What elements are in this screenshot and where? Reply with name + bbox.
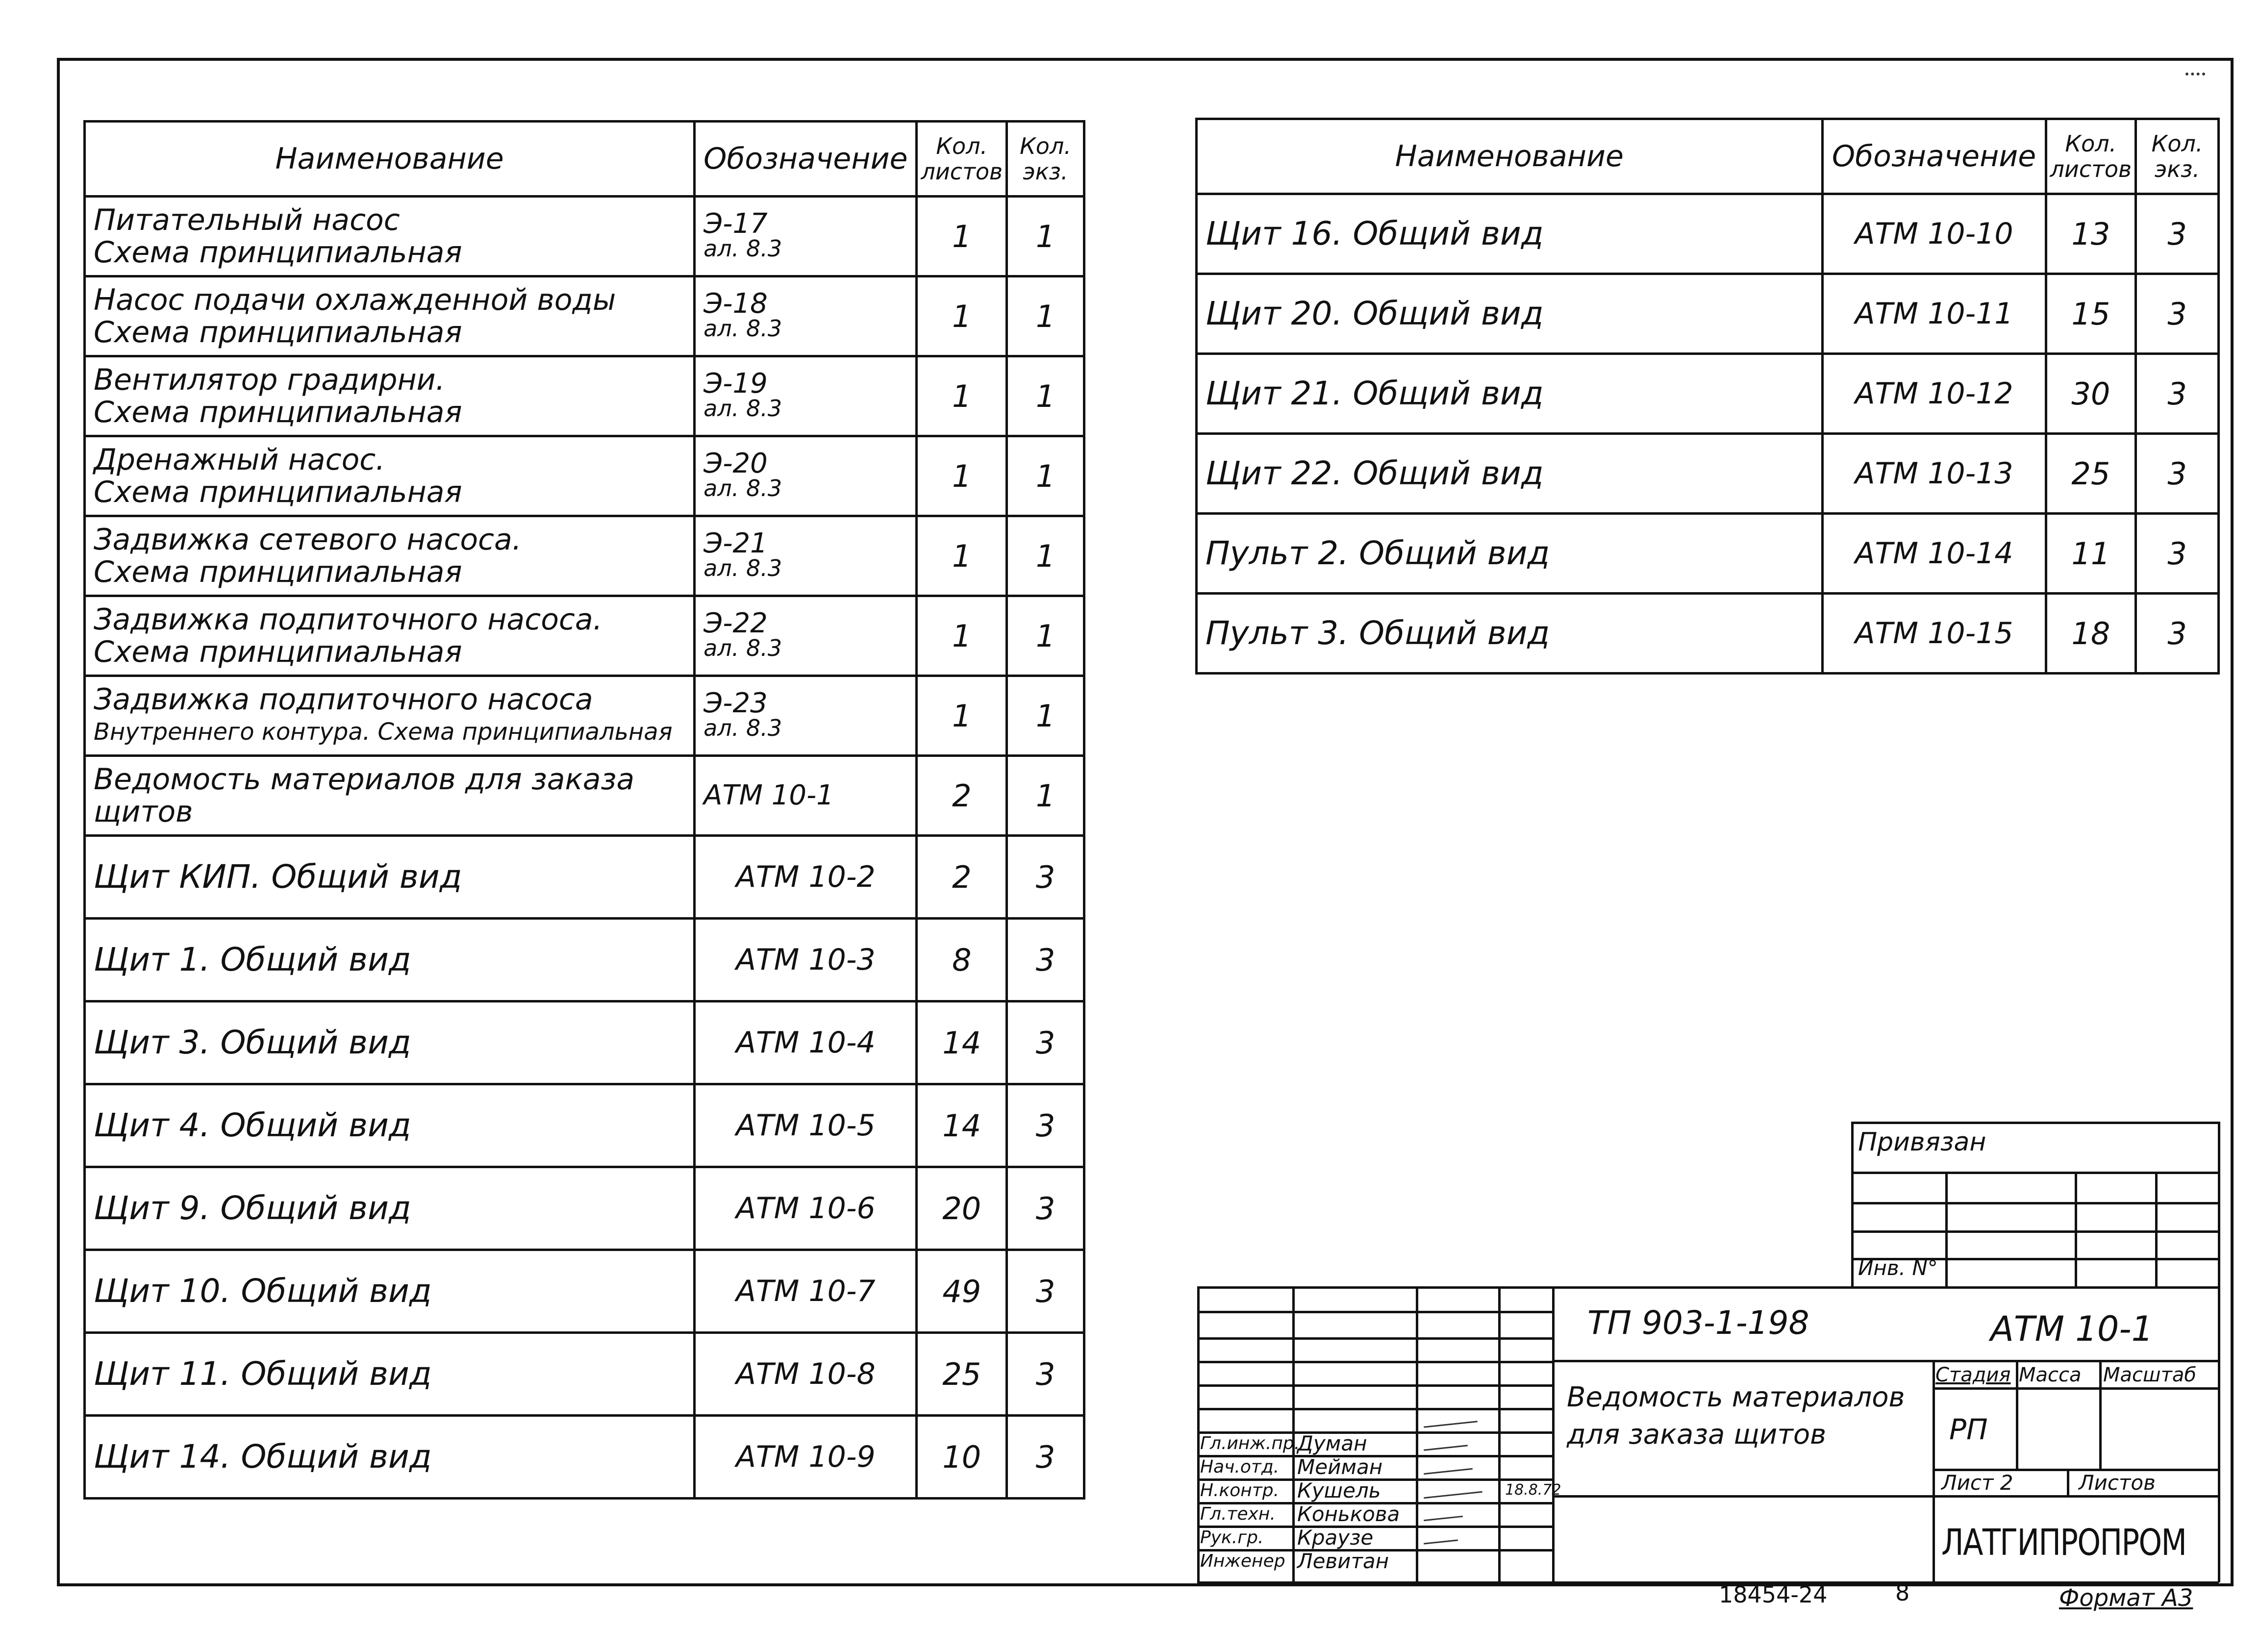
name-line-1: Задвижка подпиточного насоса.: [94, 602, 603, 637]
staff-role-2: Нач.отд.: [1200, 1457, 1280, 1477]
table-row: [85, 596, 1084, 676]
cell-sheets: 10: [917, 1416, 1007, 1499]
cell-sheets: 13: [2046, 194, 2136, 274]
cell-copies: 1: [1007, 516, 1084, 596]
cell-name: Щит 10. Общий вид: [85, 1250, 695, 1333]
name-line-2: Схема принципиальная: [94, 635, 462, 669]
sheet-label: Лист 2: [1941, 1471, 2013, 1495]
cell-designation: АТМ 10-9: [695, 1416, 917, 1499]
designation-line-1: Э-19: [703, 368, 768, 400]
cell-sheets: 2: [917, 836, 1007, 919]
cell-name: [85, 356, 695, 436]
cell-designation: [695, 436, 917, 516]
cell-copies: 3: [2136, 514, 2219, 594]
designation-line-1: Э-23: [703, 687, 768, 719]
cell-name: [85, 516, 695, 596]
cell-sheets: 25: [917, 1333, 1007, 1416]
cell-copies: 3: [1007, 1167, 1084, 1250]
cell-name: Щит 16. Общий вид: [1197, 194, 1823, 274]
cell-designation: [695, 676, 917, 756]
cell-sheets: 14: [917, 1001, 1007, 1084]
table-row: [85, 919, 1084, 1001]
name-line-1: Насос подачи охлажденной воды: [94, 283, 616, 317]
cell-designation: АТМ 10-13: [1822, 434, 2046, 514]
cell-copies: 3: [1007, 919, 1084, 1001]
cell-sheets: 1: [917, 276, 1007, 356]
staff-role-5: Рук.гр.: [1200, 1527, 1264, 1548]
staff-name-2: Мейман: [1297, 1455, 1383, 1479]
cell-name: [85, 676, 695, 756]
stage-value: РП: [1949, 1413, 1988, 1446]
table-row: [85, 756, 1084, 836]
cell-sheets: 18: [2046, 594, 2136, 674]
cell-designation: [695, 356, 917, 436]
header-copies: Кол. экз.: [2136, 119, 2219, 194]
cell-copies: 3: [2136, 354, 2219, 434]
cell-name: [85, 436, 695, 516]
cell-name: Щит 3. Общий вид: [85, 1001, 695, 1084]
table-row: [85, 1167, 1084, 1250]
organization-name: ЛАТГИПРОПРОМ: [1941, 1522, 2186, 1564]
cell-designation: [695, 276, 917, 356]
cell-designation: АТМ 10-11: [1822, 274, 2046, 354]
cell-copies: 3: [1007, 1250, 1084, 1333]
table-row: [85, 836, 1084, 919]
corner-mark: [2185, 73, 2205, 78]
table-row: [85, 436, 1084, 516]
cell-name: [85, 596, 695, 676]
table-row: [85, 676, 1084, 756]
name-line-1: Ведомость материалов для заказа: [94, 762, 635, 797]
cell-copies: 3: [2136, 434, 2219, 514]
cell-designation: [695, 596, 917, 676]
cell-name: [85, 197, 695, 276]
cell-sheets: 1: [917, 436, 1007, 516]
staff-name-5: Краузе: [1297, 1526, 1374, 1550]
cell-copies: 1: [1007, 756, 1084, 836]
cell-sheets: 1: [917, 197, 1007, 276]
cell-copies: 1: [1007, 436, 1084, 516]
cell-sheets: 1: [917, 596, 1007, 676]
table-row: [1197, 514, 2219, 594]
cell-designation: [695, 197, 917, 276]
cell-copies: 3: [2136, 594, 2219, 674]
designation-line-1: Э-21: [703, 527, 768, 559]
format-label: Формат А3: [2059, 1584, 2193, 1612]
left-table-body-simple: [85, 836, 1084, 1499]
name-line-2: Схема принципиальная: [94, 475, 462, 509]
cell-copies: 1: [1007, 356, 1084, 436]
stamp-number: 18454-24: [1719, 1581, 1828, 1608]
cell-copies: 3: [1007, 1001, 1084, 1084]
staff-name-6: Левитан: [1297, 1549, 1389, 1573]
cell-sheets: 2: [917, 756, 1007, 836]
cell-name: Щит 22. Общий вид: [1197, 434, 1823, 514]
document-title-line2: для заказа щитов: [1567, 1419, 1827, 1451]
designation-line-1: Э-22: [703, 607, 768, 639]
left-materials-table: [83, 120, 1085, 1500]
staff-role-1: Гл.инж.пр.: [1200, 1433, 1300, 1453]
staff-name-4: Конькова: [1297, 1502, 1400, 1526]
staff-role-3: Н.контр.: [1200, 1480, 1280, 1501]
cell-designation: АТМ 10-10: [1822, 194, 2046, 274]
cell-name: Щит 11. Общий вид: [85, 1333, 695, 1416]
name-line-1: Задвижка подпиточного насоса: [94, 682, 593, 717]
header-name: Наименование: [85, 122, 695, 197]
staff-role-4: Гл.техн.: [1200, 1504, 1276, 1524]
cell-designation: АТМ 10-14: [1822, 514, 2046, 594]
designation-line-2: ал. 8.3: [703, 235, 782, 262]
designation-line-1: Э-17: [703, 208, 768, 240]
cell-copies: 3: [1007, 1084, 1084, 1167]
staff-name-3: Кушель: [1297, 1478, 1381, 1502]
name-line-2: Внутреннего контура. Схема принципиальная: [94, 718, 673, 746]
table-row: [1197, 594, 2219, 674]
staff-role-6: Инженер: [1200, 1551, 1285, 1571]
table-header-row: [1197, 119, 2219, 194]
cell-copies: 3: [1007, 1416, 1084, 1499]
cell-designation: [695, 516, 917, 596]
name-line-1: Питательный насос: [94, 203, 400, 237]
designation-line-2: ал. 8.3: [703, 475, 782, 501]
table-row: [85, 1416, 1084, 1499]
cell-copies: 3: [1007, 1333, 1084, 1416]
cell-name: Щит 1. Общий вид: [85, 919, 695, 1001]
cell-designation: АТМ 10-5: [695, 1084, 917, 1167]
header-sheets: Кол. листов: [2046, 119, 2136, 194]
name-line-2: Схема принципиальная: [94, 555, 462, 589]
designation-line-1: Э-20: [703, 448, 768, 479]
name-line-2: Схема принципиальная: [94, 395, 462, 429]
table-row: [85, 276, 1084, 356]
cell-sheets: 49: [917, 1250, 1007, 1333]
header-sheets: Кол. листов: [917, 122, 1007, 197]
cell-designation: [695, 756, 917, 836]
cell-sheets: 1: [917, 356, 1007, 436]
cell-name: [85, 276, 695, 356]
cell-name: Щит КИП. Общий вид: [85, 836, 695, 919]
cell-copies: 1: [1007, 596, 1084, 676]
staff-date-3: 18.8.72: [1505, 1481, 1561, 1499]
table-row: [1197, 194, 2219, 274]
cell-name: Пульт 2. Общий вид: [1197, 514, 1823, 594]
table-row: [85, 516, 1084, 596]
designation-line-2: ал. 8.3: [703, 715, 782, 741]
table-row: [1197, 274, 2219, 354]
designation-line-2: ал. 8.3: [703, 395, 782, 422]
mass-label: Масса: [2019, 1364, 2082, 1386]
right-table-body: [1197, 194, 2219, 674]
designation-line-2: ал. 8.3: [703, 555, 782, 581]
page-number: 8: [1895, 1579, 1910, 1606]
table-header-row: [85, 122, 1084, 197]
table-row: [85, 197, 1084, 276]
cell-copies: 3: [2136, 194, 2219, 274]
header-designation: Обозначение: [695, 122, 917, 197]
cell-sheets: 8: [917, 919, 1007, 1001]
cell-designation: АТМ 10-8: [695, 1333, 917, 1416]
sheets-count-label: Листов: [2079, 1471, 2156, 1495]
cell-copies: 1: [1007, 197, 1084, 276]
name-line-2: Схема принципиальная: [94, 235, 462, 270]
cell-sheets: 30: [2046, 354, 2136, 434]
project-code: ТП 903-1-198: [1587, 1304, 1809, 1342]
cell-name: Щит 4. Общий вид: [85, 1084, 695, 1167]
cell-sheets: 1: [917, 516, 1007, 596]
cell-name: Щит 9. Общий вид: [85, 1167, 695, 1250]
header-designation: Обозначение: [1822, 119, 2046, 194]
cell-copies: 1: [1007, 276, 1084, 356]
cell-name: [85, 756, 695, 836]
cell-name: Щит 20. Общий вид: [1197, 274, 1823, 354]
cell-designation: АТМ 10-2: [695, 836, 917, 919]
stage-label: Стадия: [1935, 1364, 2011, 1386]
name-line-2: Схема принципиальная: [94, 315, 462, 350]
cell-name: Щит 21. Общий вид: [1197, 354, 1823, 434]
cell-copies: 1: [1007, 676, 1084, 756]
document-code: АТМ 10-1: [1990, 1309, 2154, 1349]
cell-sheets: 1: [917, 676, 1007, 756]
right-materials-table: [1195, 118, 2220, 675]
cell-copies: 3: [2136, 274, 2219, 354]
cell-designation: АТМ 10-6: [695, 1167, 917, 1250]
name-line-1: Дренажный насос.: [94, 443, 385, 477]
designation-line-2: ал. 8.3: [703, 315, 782, 342]
table-row: [85, 1333, 1084, 1416]
cell-sheets: 14: [917, 1084, 1007, 1167]
designation-line-2: ал. 8.3: [703, 635, 782, 661]
name-line-1: Задвижка сетевого насоса.: [94, 523, 522, 557]
cell-sheets: 25: [2046, 434, 2136, 514]
designation-line-1: Э-18: [703, 288, 768, 320]
cell-sheets: 20: [917, 1167, 1007, 1250]
header-copies: Кол. экз.: [1007, 122, 1084, 197]
inv-number-label: Инв. N°: [1858, 1256, 1938, 1280]
document-title-line1: Ведомость материалов: [1567, 1381, 1905, 1413]
table-row: [85, 1084, 1084, 1167]
attached-label: Привязан: [1858, 1127, 1986, 1157]
cell-name: Пульт 3. Общий вид: [1197, 594, 1823, 674]
staff-name-1: Думан: [1297, 1431, 1367, 1455]
cell-designation: АТМ 10-7: [695, 1250, 917, 1333]
table-row: [85, 1001, 1084, 1084]
cell-sheets: 11: [2046, 514, 2136, 594]
cell-designation: АТМ 10-4: [695, 1001, 917, 1084]
table-row: [85, 356, 1084, 436]
cell-designation: АТМ 10-3: [695, 919, 917, 1001]
name-line-2: щитов: [94, 795, 193, 829]
table-row: [1197, 354, 2219, 434]
designation-line-1: АТМ 10-1: [703, 779, 834, 811]
cell-designation: АТМ 10-15: [1822, 594, 2046, 674]
cell-designation: АТМ 10-12: [1822, 354, 2046, 434]
scale-label: Масштаб: [2103, 1364, 2197, 1386]
table-row: [1197, 434, 2219, 514]
cell-name: Щит 14. Общий вид: [85, 1416, 695, 1499]
table-row: [85, 1250, 1084, 1333]
name-line-1: Вентилятор градирни.: [94, 363, 445, 397]
header-name: Наименование: [1197, 119, 1823, 194]
left-table-body-detailed: [85, 197, 1084, 836]
cell-sheets: 15: [2046, 274, 2136, 354]
cell-copies: 3: [1007, 836, 1084, 919]
